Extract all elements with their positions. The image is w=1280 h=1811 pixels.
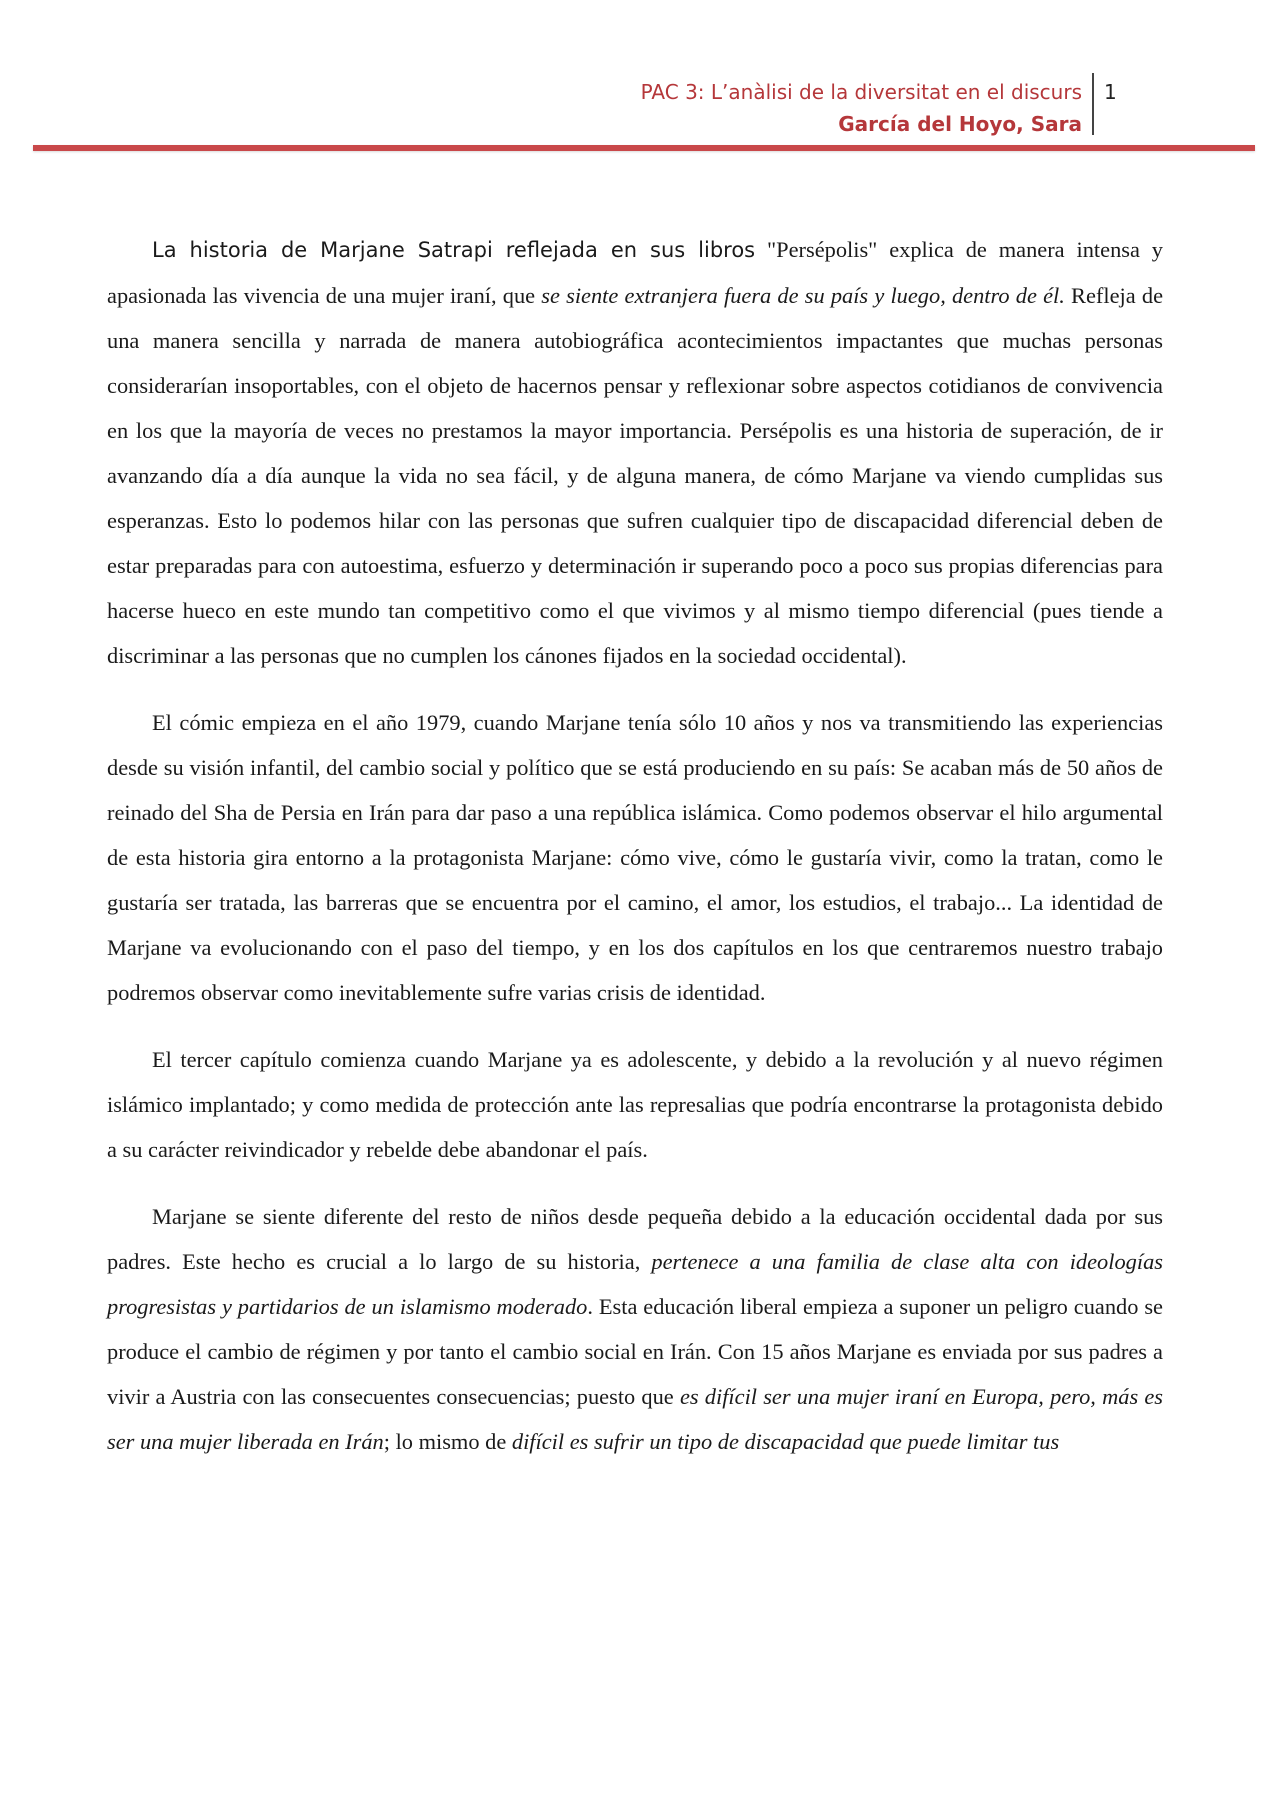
text-run: La historia de Marjane Satrapi reflejada en sus libros (152, 238, 756, 262)
paragraph-3: El tercer capítulo comienza cuando Marjane ya es adolescente, y debido a la revolución y al nuevo régimen islámico implantado; y como medida de protección ante las represalias que podría encontrarse la protagonista debido a su carácter reivindicador y rebelde debe abandonar el país. (107, 1047, 1163, 1162)
text-run: "Persépolis" explica de manera intensa y apasionada las vivencia de una mujer iraní, que (107, 237, 1163, 308)
header-divider (1092, 73, 1094, 135)
italic-run: difícil es sufrir un tipo de discapacidad que puede limitar tus (511, 1429, 1060, 1454)
italic-run: pertenece a una familia de clase alta con ideologías progresistas y partidarios de un islamismo moderado (107, 1249, 1163, 1319)
document-body (107, 227, 1163, 1486)
text-run: Marjane se siente diferente del resto de niños desde pequeña debido a la educación occidental dada por sus padres. Este hecho es crucial a lo largo de su historia, (107, 1204, 1163, 1274)
paragraph-4 (107, 1194, 1163, 1464)
header-title: PAC 3: L’anàlisi de la diversitat en el discurs (640, 80, 1082, 104)
text-run: . Esta educación liberal empieza a suponer un peligro cuando se produce el cambio de régimen y por tanto el cambio social en Irán. Con 15 años Marjane es enviada por sus padres a vivir a Austria con las consecuentes consecuencias; puesto que (107, 1294, 1163, 1409)
header-rule (33, 145, 1255, 151)
page-number: 1 (1104, 80, 1117, 104)
paragraph-1 (107, 227, 1163, 678)
italic-run: se siente extranjera fuera de su país y luego, dentro de él. (541, 283, 1065, 308)
page-header (641, 76, 1082, 140)
text-run: Refleja de una manera sencilla y narrada de manera autobiográfica acontecimientos impactantes que muchas personas considerarían insoportables, con el objeto de hacernos pensar y reflexionar sobre aspectos cotidianos de convivencia en los que la mayoría de veces no prestamos la mayor importancia. Persépolis es una historia de superación, de ir avanzando día a día aunque la vida no sea fácil, y de alguna manera, de cómo Marjane va viendo cumplidas sus esperanzas. Esto lo podemos hilar con las personas que sufren cualquier tipo de discapacidad diferencial deben de estar preparadas para con autoestima, esfuerzo y determinación ir superando poco a poco sus propias diferencias para hacerse hueco en este mundo tan competitivo como el que vivimos y al mismo tiempo diferencial (pues tiende a discriminar a las personas que no cumplen los cánones fijados en la sociedad occidental). (107, 283, 1164, 668)
paragraph-2: El cómic empieza en el año 1979, cuando Marjane tenía sólo 10 años y nos va transmitiendo las experiencias desde su visión infantil, del cambio social y político que se está produciendo en su país: Se acaban más de 50 años de reinado del Sha de Persia en Irán para dar paso a una república islámica. Como podemos observar el hilo argumental de esta historia gira entorno a la protagonista Marjane: cómo vive, cómo le gustaría vivir, como la tratan, como le gustaría ser tratada, las barreras que se encuentra por el camino, el amor, los estudios, el trabajo... La identidad de Marjane va evolucionando con el paso del tiempo, y en los dos capítulos en los que centraremos nuestro trabajo podremos observar como inevitablemente sufre varias crisis de identidad. (107, 710, 1163, 1005)
italic-run: es difícil ser una mujer iraní en Europa, pero, más es ser una mujer liberada en Irán (107, 1384, 1163, 1454)
header-author: García del Hoyo, Sara (838, 112, 1082, 136)
text-run: ; lo mismo de (383, 1429, 512, 1454)
